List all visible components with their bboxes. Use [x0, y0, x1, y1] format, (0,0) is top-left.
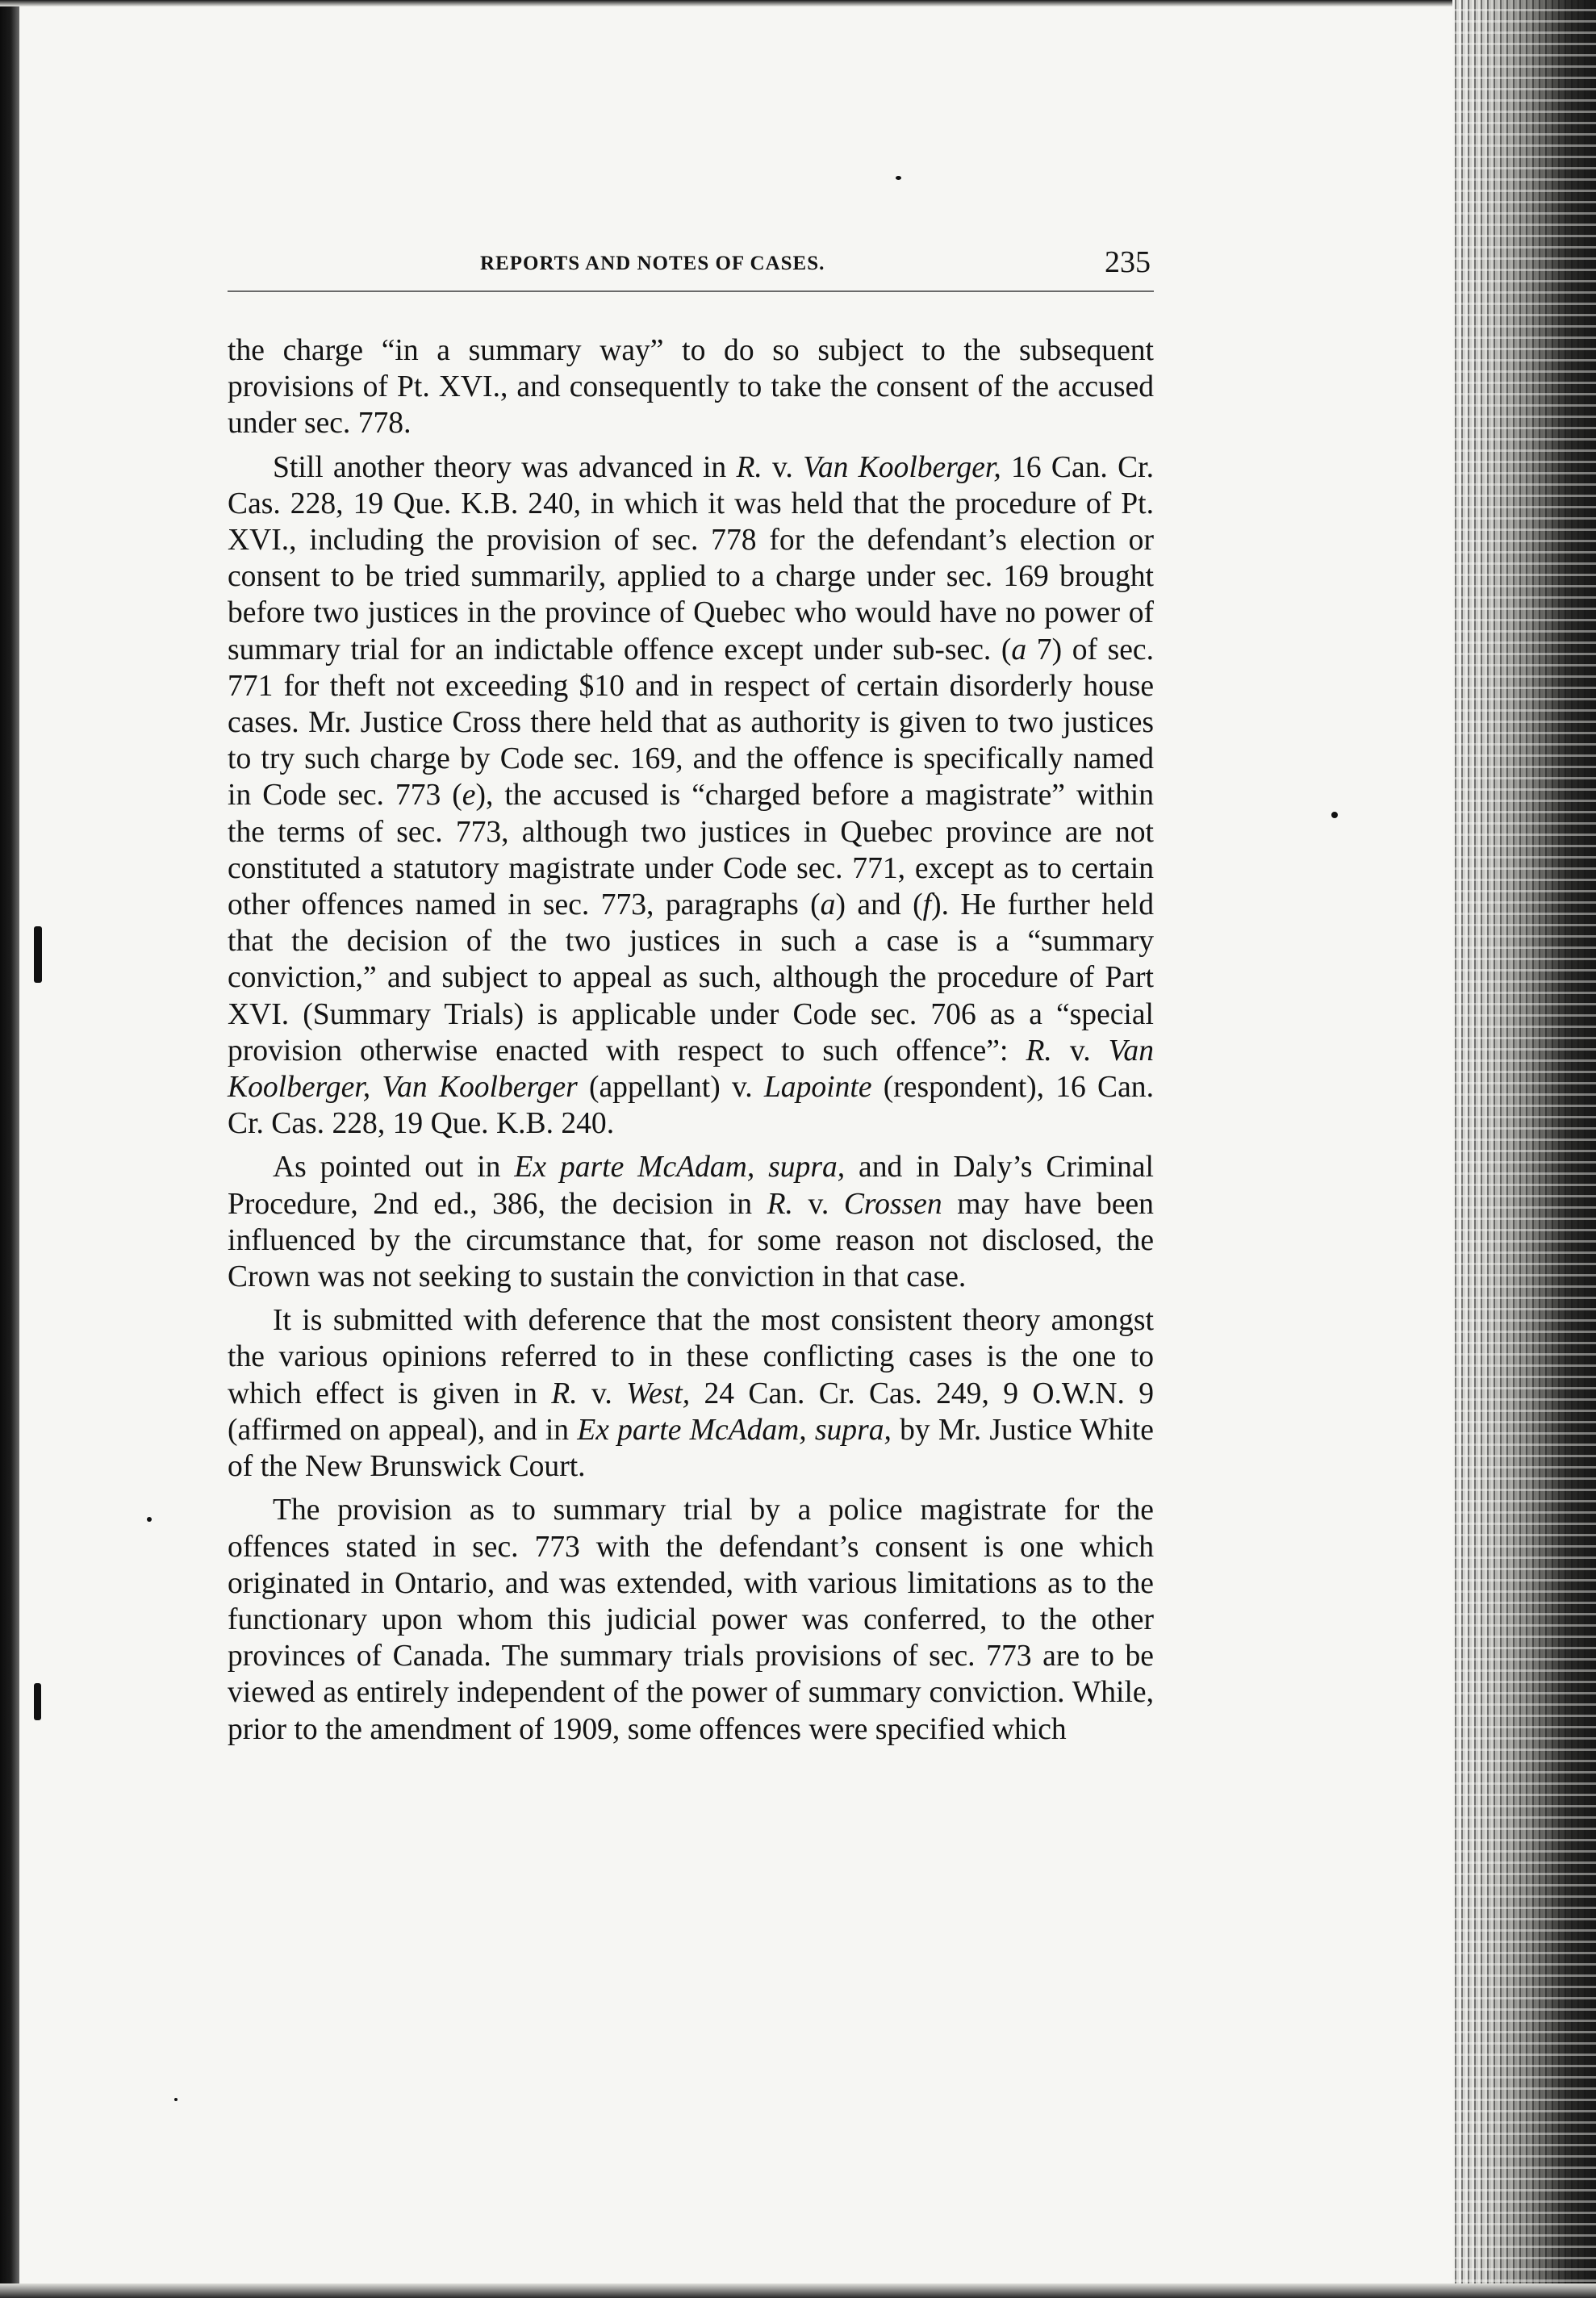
page-number: 235 — [1105, 245, 1151, 279]
text-run: ), the accused is “charged before a magistrate” within the terms of sec. 773, although two justices in Quebec province are not constituted a statutory magistrate under Code sec. 771, except as to certain other offences named in sec. 773, paragraphs ( — [228, 779, 1154, 922]
page-left-edge — [0, 0, 19, 2298]
text-run: It is submitted with deference that the most consistent theory amongst the various opinions referred to in these conflicting cases is the one to which effect is given in — [228, 1304, 1154, 1410]
italic-run: a — [1011, 633, 1027, 666]
header-rule — [228, 290, 1154, 292]
text-run: and in Daly’s Criminal Procedure, 2nd ed., 386, the decision in — [228, 1151, 1154, 1221]
text-run: by Mr. Justice White of the New Brunswick Court. — [228, 1413, 1154, 1484]
paragraph — [228, 1302, 1154, 1485]
text-run: 24 Can. Cr. Cas. 249, 9 O.W.N. 9 (affirmed on appeal), and in — [228, 1377, 1154, 1447]
text-run: may have been influenced by the circumstance that, for some reason not disclosed, the Crown was not seeking to sustain the conviction in that case. — [228, 1187, 1154, 1294]
page-bottom-edge — [0, 2283, 1596, 2298]
body-text — [228, 332, 1154, 1755]
text-run: v. — [577, 1377, 627, 1410]
italic-run: f — [922, 888, 932, 922]
paragraph — [228, 449, 1154, 1143]
text-run: v. — [792, 1187, 844, 1221]
italic-run: a — [820, 888, 836, 922]
text-run: (respondent), 16 Can. Cr. Cas. 228, 19 Que. K.B. 240. — [228, 1071, 1154, 1141]
italic-run: Lapointe — [763, 1071, 872, 1105]
italic-run: Van Koolberger, — [803, 450, 1001, 484]
paragraph — [228, 1492, 1154, 1747]
text-run: v. — [1051, 1034, 1109, 1068]
scan-speck — [34, 1683, 41, 1720]
italic-run: e — [462, 779, 476, 813]
italic-run: R. — [551, 1377, 578, 1410]
running-head: REPORTS AND NOTES OF CASES. — [480, 253, 825, 274]
italic-run: Crossen — [843, 1187, 942, 1221]
scan-speck — [174, 2098, 178, 2101]
text-run: (appellant) v. — [577, 1071, 764, 1105]
page-header — [228, 244, 1154, 285]
text-run: ) and ( — [835, 888, 923, 922]
italic-run: West, — [626, 1377, 691, 1410]
scan-speck — [34, 926, 42, 983]
scan-speck — [147, 1517, 152, 1522]
paragraph — [228, 332, 1154, 442]
italic-run: R. — [1026, 1034, 1052, 1068]
text-run: 16 Can. Cr. Cas. 228, 19 Que. K.B. 240, in which it was held that the procedure of Pt. XVI., including the provision of sec. 778 for the defendant’s election or consent to be tried summarily, applied to a charge under sec. 169 brought before two justices in the province of Quebec who would have no power of summary trial for an indictable offence except under sub-sec. ( — [228, 450, 1154, 666]
paragraph — [228, 1149, 1154, 1295]
text-run: v. — [762, 450, 804, 484]
text-run: As pointed out in — [273, 1151, 515, 1185]
page-top-edge — [0, 0, 1596, 6]
text-run: 7) of sec. 771 for theft not exceeding $10 and in respect of certain disorderly house cases. Mr. Justice Cross there held that as authority is given to two justices to try such charge by Code sec. 169, and the offence is specifically named in Code sec. 773 ( — [228, 633, 1154, 813]
italic-run: R. — [736, 450, 762, 484]
page-gutter-shadow — [1452, 0, 1596, 2298]
scan-speck — [1331, 812, 1338, 818]
text-run: Still another theory was advanced in — [273, 450, 737, 484]
scan-speck — [896, 176, 901, 180]
italic-run: Ex parte McAdam, supra, — [514, 1151, 846, 1185]
text-run: the charge “in a summary way” to do so subject to the subsequent provisions of Pt. XVI., and consequently to take the consent of the accused under sec. 778. — [228, 334, 1154, 441]
italic-run: Van Koolberger, Van Koolberger — [228, 1034, 1154, 1105]
italic-run: R. — [767, 1187, 793, 1221]
italic-run: Ex parte McAdam, supra, — [577, 1413, 892, 1447]
text-run: The provision as to summary trial by a police magistrate for the offences stated in sec. 773 with the defendant’s consent is one which originated in Ontario, and was extended, with various limitations as to the functionary upon whom this judicial power was conferred, to the other provinces of Canada. The summary trials provisions of sec. 773 are to be viewed as entirely independent of the power of summary conviction. While, prior to the amendment of 1909, some offences were specified which — [228, 1494, 1154, 1746]
text-run: ). He further held that the decision of the two justices in such a case is a “summary conviction,” and subject to appeal as such, although the procedure of Part XVI. (Summary Trials) is applicable under Code sec. 706 as a “special provision otherwise enacted with respect to such offence”: — [228, 888, 1154, 1068]
